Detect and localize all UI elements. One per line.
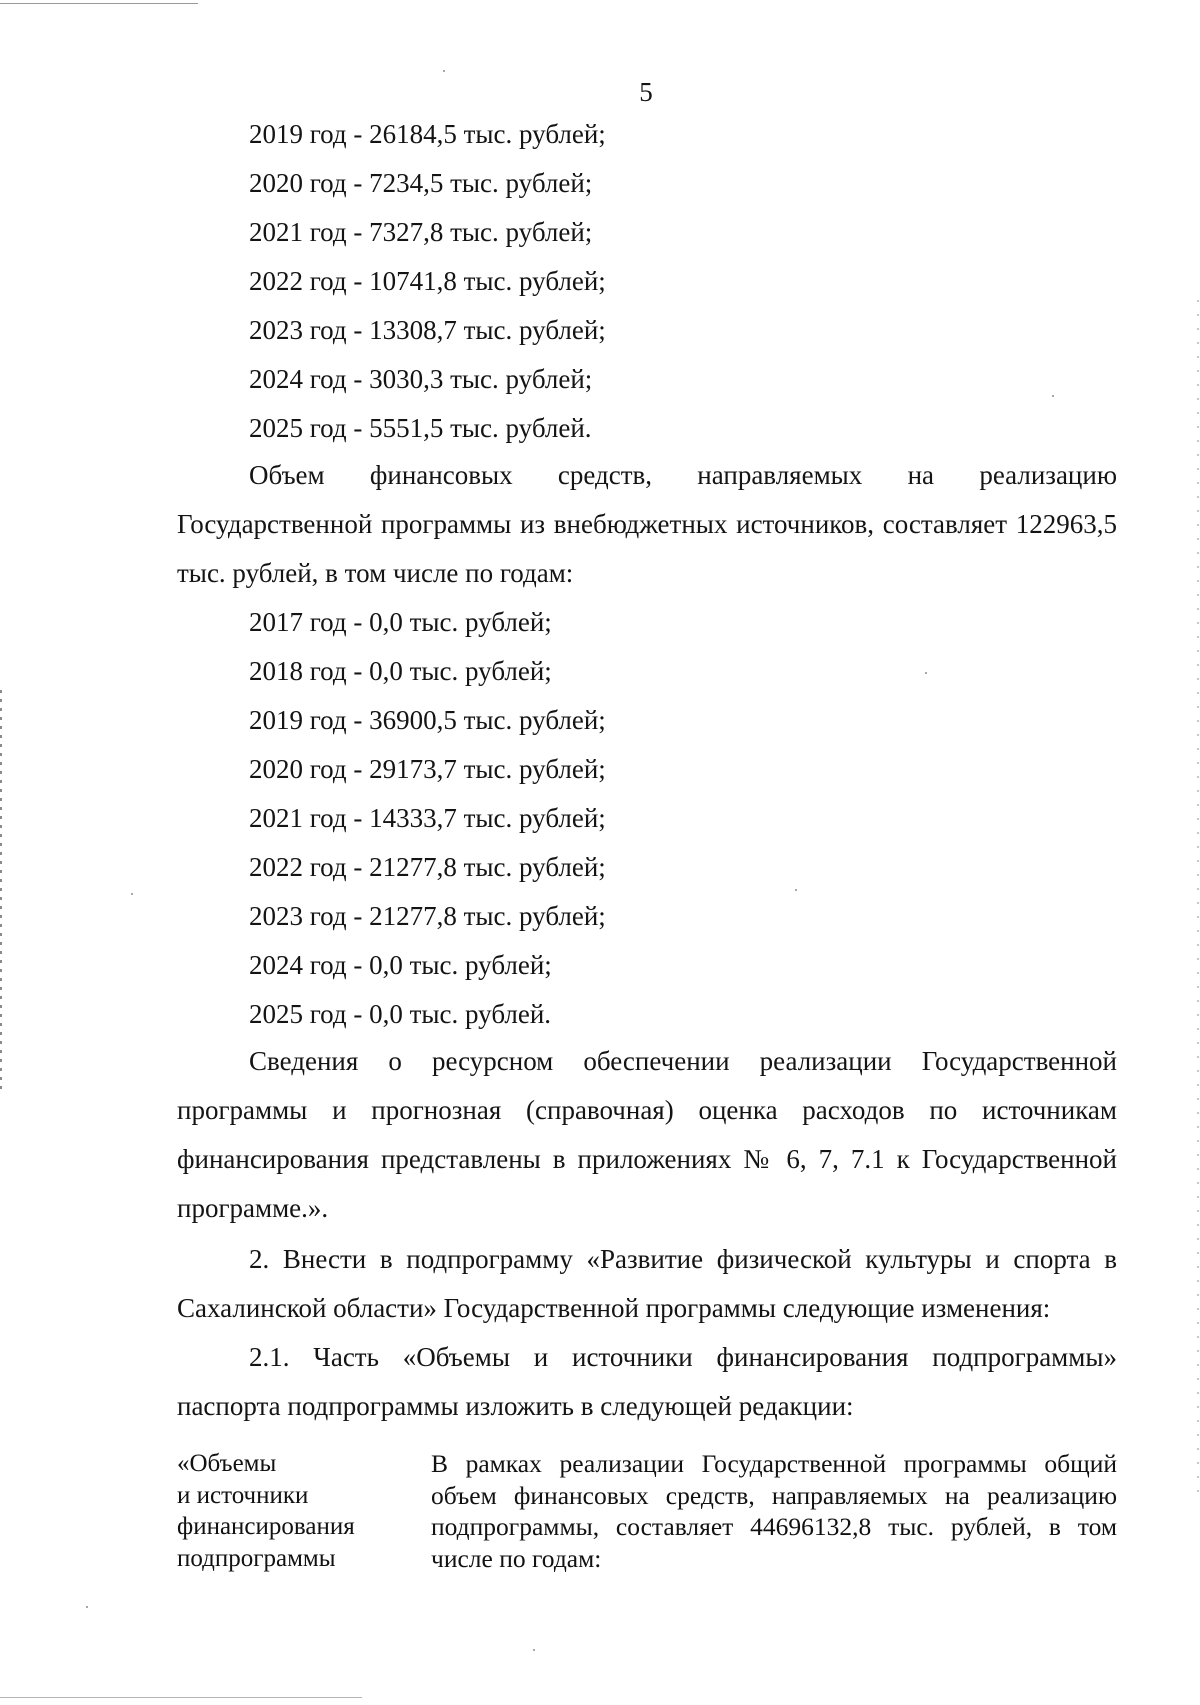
budget-year-item: 2020 год - 7234,5 тыс. рублей; <box>249 168 593 198</box>
extrabudget-year-list <box>249 598 1049 1039</box>
budget-year-item: 2019 год - 26184,5 тыс. рублей; <box>249 119 606 149</box>
scan-artifact-top-line <box>0 3 198 4</box>
scan-speck <box>86 1606 88 1608</box>
extrabudget-year-item: 2023 год - 21277,8 тыс. рублей; <box>249 901 606 931</box>
scan-speck <box>533 1649 535 1651</box>
page-number: 5 <box>639 77 653 107</box>
extrabudget-year-item: 2022 год - 21277,8 тыс. рублей; <box>249 852 606 882</box>
passport-label-line: финансирования <box>177 1513 355 1540</box>
extrabudget-year-item: 2024 год - 0,0 тыс. рублей; <box>249 950 552 980</box>
scan-speck <box>1052 395 1054 397</box>
budget-year-item: 2024 год - 3030,3 тыс. рублей; <box>249 364 593 394</box>
extrabudget-year-item: 2018 год - 0,0 тыс. рублей; <box>249 656 552 686</box>
extrabudget-year-item: 2025 год - 0,0 тыс. рублей. <box>249 999 552 1029</box>
budget-year-item: 2025 год - 5551,5 тыс. рублей. <box>249 413 592 443</box>
budget-year-item: 2022 год - 10741,8 тыс. рублей; <box>249 266 606 296</box>
budget-year-item: 2021 год - 7327,8 тыс. рублей; <box>249 217 593 247</box>
extrabudget-year-item: 2021 год - 14333,7 тыс. рублей; <box>249 803 606 833</box>
scan-artifact-bottom-line <box>0 1697 362 1698</box>
amendment-item-2-1: 2.1. Часть «Объемы и источники финансирования подпрограммы» паспорта подпрограммы изложить в следующей редакции: <box>177 1342 1117 1421</box>
extrabudget-paragraph: Объем финансовых средств, направляемых на реализацию Государственной программы из внебюджетных источников, составляет 122963,5 тыс. рублей, в том числе по годам: <box>177 460 1117 588</box>
extrabudget-year-item: 2019 год - 36900,5 тыс. рублей; <box>249 705 606 735</box>
extrabudget-year-item: 2020 год - 29173,7 тыс. рублей; <box>249 754 606 784</box>
scan-artifact-left-edge <box>0 690 2 1090</box>
passport-label-line: и источники <box>177 1481 309 1509</box>
passport-label-line: «Объемы <box>177 1450 277 1477</box>
budget-year-list <box>249 110 1049 453</box>
passport-label-cell <box>177 1448 407 1574</box>
scan-artifact-right-edge <box>1197 300 1199 1500</box>
budget-year-item: 2023 год - 13308,7 тыс. рублей; <box>249 315 606 345</box>
amendment-item-2: 2. Внести в подпрограмму «Развитие физической культуры и спорта в Сахалинской области» Государственной программы следующие изменения: <box>177 1244 1117 1323</box>
passport-value-cell: В рамках реализации Государственной программы общий объем финансовых средств, направляемых на реализацию подпрограммы, составляет 44696132,8 тыс. рублей, в том числе по годам: <box>431 1449 1117 1573</box>
extrabudget-year-item: 2017 год - 0,0 тыс. рублей; <box>249 607 552 637</box>
passport-label-line: подпрограммы <box>177 1544 336 1572</box>
resource-info-paragraph: Сведения о ресурсном обеспечении реализации Государственной программы и прогнозная (справочная) оценка расходов по источникам финансирования представлены в приложениях № 6, 7, 7.1 к Государственной программе.». <box>177 1046 1117 1223</box>
scan-speck <box>131 893 133 895</box>
